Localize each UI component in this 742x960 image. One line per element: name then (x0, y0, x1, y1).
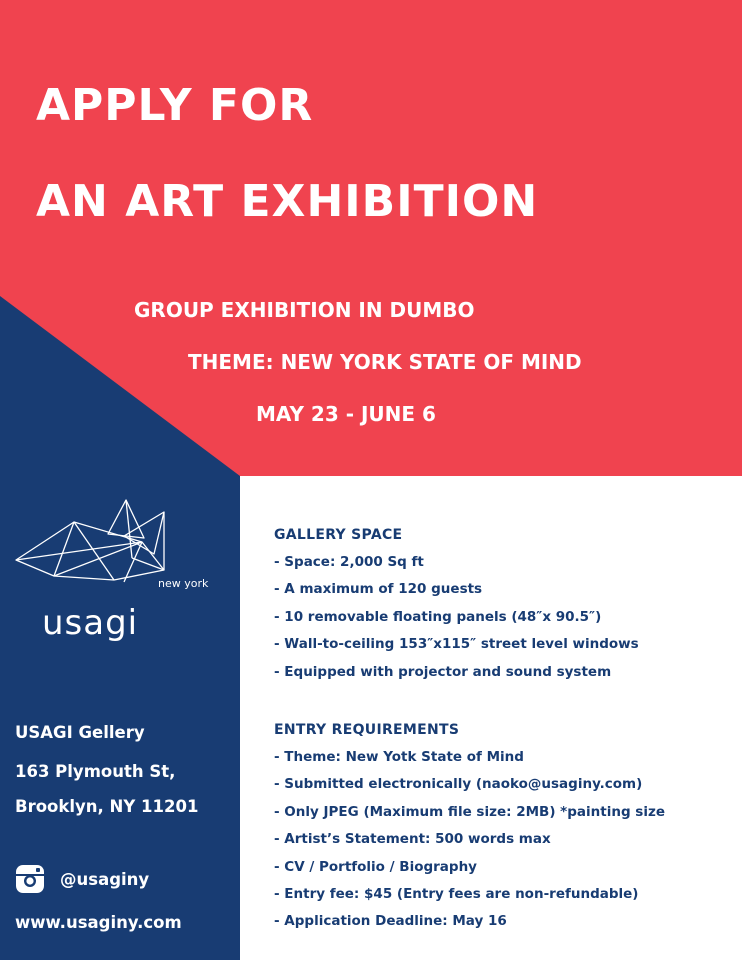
logo-tagline: new york (158, 577, 209, 590)
list-item: - Wall-to-ceiling 153″x115″ street level windows (274, 636, 639, 653)
instagram-icon (15, 864, 45, 894)
list-item: - Equipped with projector and sound system (274, 663, 612, 680)
headline-line-2: AN ART EXHIBITION (36, 176, 539, 227)
event-type: GROUP EXHIBITION IN DUMBO (134, 298, 475, 322)
list-item: - Only JPEG (Maximum file size: 2MB) *painting size (274, 803, 665, 820)
gallery-city: Brooklyn, NY 11201 (15, 797, 199, 816)
list-item: - Artist’s Statement: 500 words max (274, 831, 551, 848)
list-item: - Application Deadline: May 16 (274, 913, 507, 930)
entry-requirements-list (274, 744, 665, 936)
website-link[interactable]: www.usaginy.com (15, 913, 182, 932)
list-item: - A maximum of 120 guests (274, 581, 483, 598)
logo-wordmark: usagi (42, 603, 139, 643)
headline-line-1: APPLY FOR (36, 80, 314, 131)
instagram-handle[interactable]: @usaginy (60, 870, 150, 889)
list-item: - Entry fee: $45 (Entry fees are non-refundable) (274, 885, 639, 902)
gallery-space-list (274, 549, 639, 686)
gallery-street: 163 Plymouth St, (15, 762, 176, 781)
list-item: - Space: 2,000 Sq ft (274, 554, 424, 570)
entry-requirements-title: ENTRY REQUIREMENTS (274, 722, 460, 738)
gallery-space-title: GALLERY SPACE (274, 527, 403, 543)
list-item: - 10 removable floating panels (48″x 90.5″) (274, 608, 602, 625)
event-dates: MAY 23 - JUNE 6 (256, 402, 436, 426)
origami-rabbit-logo (14, 498, 214, 608)
list-item: - Submitted electronically (naoko@usaginy.com) (274, 776, 643, 793)
event-theme: THEME: NEW YORK STATE OF MIND (188, 350, 582, 374)
list-item: - Theme: New Yotk State of Mind (274, 749, 524, 765)
gallery-name: USAGI Gellery (15, 723, 145, 742)
list-item: - CV / Portfolio / Biography (274, 858, 477, 875)
